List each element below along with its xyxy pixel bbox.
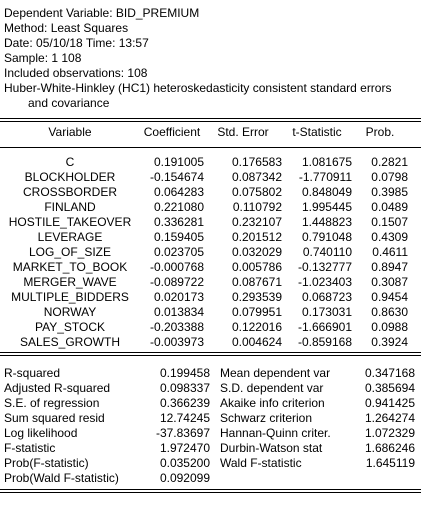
std-error-value: 0.087342 xyxy=(231,170,282,184)
statistic-value: -37.83697 xyxy=(155,426,210,440)
coefficient-value: -0.003973 xyxy=(149,335,204,349)
statistic-label: Log likelihood xyxy=(4,426,78,440)
t-statistic-value: -1.770911 xyxy=(298,170,352,184)
covariance-note-line-1: Huber-White-Hinkley (HC1) heteroskedasticity consistent standard errors xyxy=(4,81,392,95)
date-time-line: Date: 05/10/18 Time: 13:57 xyxy=(4,36,149,50)
prob-value: 0.8947 xyxy=(371,260,408,274)
table-row xyxy=(0,396,415,411)
statistic-label: S.E. of regression xyxy=(4,396,100,410)
t-statistic-value: -0.859168 xyxy=(297,335,352,349)
table-row xyxy=(0,411,415,426)
covariance-note-line-2: and covariance xyxy=(28,96,110,110)
coefficient-value: -0.154674 xyxy=(149,170,204,184)
std-error-value: 0.110792 xyxy=(232,200,282,214)
table-row xyxy=(0,245,408,260)
table-row xyxy=(0,260,408,275)
coefficient-value: 0.191005 xyxy=(153,155,204,169)
prob-value: 0.1507 xyxy=(371,215,408,229)
statistic-value: 0.098337 xyxy=(159,381,210,395)
t-statistic-value: 0.740110 xyxy=(302,245,352,259)
statistic-value: 1.686246 xyxy=(364,441,415,455)
dependent-variable-line: Dependent Variable: BID_PREMIUM xyxy=(4,6,200,20)
table-row xyxy=(0,441,415,456)
statistic-value: 0.199458 xyxy=(159,366,210,380)
column-header-prob: Prob. xyxy=(365,124,395,139)
prob-value: 0.0988 xyxy=(371,320,408,334)
prob-value: 0.3985 xyxy=(371,185,408,199)
statistic-label: Adjusted R-squared xyxy=(4,381,111,395)
variable-name: C xyxy=(65,155,75,169)
summary-statistics-table xyxy=(0,366,415,486)
table-row xyxy=(0,320,408,335)
prob-value: 0.4309 xyxy=(371,230,408,244)
column-header-variable: Variable xyxy=(48,124,92,139)
coefficient-value: 0.064283 xyxy=(153,185,204,199)
table-row xyxy=(0,381,415,396)
variable-name: SALES_GROWTH xyxy=(19,335,121,349)
coefficient-value: 0.336281 xyxy=(153,215,204,229)
prob-value: 0.3924 xyxy=(371,335,408,349)
std-error-value: 0.075802 xyxy=(231,185,282,199)
statistic-label: Mean dependent var xyxy=(220,366,331,380)
coefficient-divider xyxy=(0,352,421,356)
method-line: Method: Least Squares xyxy=(4,21,129,35)
table-row xyxy=(0,456,415,471)
table-row xyxy=(0,471,415,486)
table-row xyxy=(0,275,408,290)
statistic-value: 1.072329 xyxy=(364,426,415,440)
std-error-value: 0.176583 xyxy=(231,155,282,169)
prob-value: 0.2821 xyxy=(371,155,408,169)
statistic-value: 0.941425 xyxy=(364,396,415,410)
t-statistic-value: 0.068723 xyxy=(301,290,352,304)
statistic-value: 0.366239 xyxy=(159,396,210,410)
statistic-value: 1.972470 xyxy=(159,441,210,455)
statistic-value: 1.645119 xyxy=(365,456,415,470)
prob-value: 0.0489 xyxy=(371,200,408,214)
std-error-value: 0.293539 xyxy=(231,290,282,304)
coefficient-value: 0.159405 xyxy=(153,230,204,244)
statistic-label: Hannan-Quinn criter. xyxy=(220,426,331,440)
column-header-divider xyxy=(0,147,421,148)
coefficient-value: -0.089722 xyxy=(149,275,204,289)
std-error-value: 0.004624 xyxy=(231,335,282,349)
coefficient-value: 0.221080 xyxy=(153,200,204,214)
variable-name: LEVERAGE xyxy=(37,230,103,244)
t-statistic-value: -1.666901 xyxy=(297,320,352,334)
statistic-label: F-statistic xyxy=(4,441,56,455)
statistic-value: 0.035200 xyxy=(159,456,210,470)
column-header-coefficient: Coefficient xyxy=(143,124,201,139)
prob-value: 0.8630 xyxy=(371,305,408,319)
prob-value: 0.3087 xyxy=(371,275,408,289)
table-row xyxy=(0,170,408,185)
statistic-label: S.D. dependent var xyxy=(220,381,324,395)
table-row xyxy=(0,305,408,320)
coefficient-table-header xyxy=(0,122,408,142)
variable-name: FINLAND xyxy=(44,200,96,214)
table-row xyxy=(0,230,408,245)
coefficient-value: -0.203388 xyxy=(149,320,204,334)
coefficient-rows xyxy=(0,155,408,350)
variable-name: PAY_STOCK xyxy=(34,320,106,334)
table-row xyxy=(0,155,408,170)
table-row xyxy=(0,290,408,305)
statistic-label: Prob(F-statistic) xyxy=(4,456,89,470)
t-statistic-value: 1.448823 xyxy=(301,215,352,229)
table-row xyxy=(0,215,408,230)
t-statistic-value: 0.791048 xyxy=(301,230,352,244)
prob-value: 0.9454 xyxy=(371,290,408,304)
t-statistic-value: 1.995445 xyxy=(301,200,352,214)
coefficient-value: 0.013834 xyxy=(153,305,204,319)
statistic-label: Schwarz criterion xyxy=(220,411,313,425)
statistic-value: 1.264274 xyxy=(364,411,415,425)
std-error-value: 0.201512 xyxy=(231,230,282,244)
statistic-label: Akaike info criterion xyxy=(220,396,325,410)
coefficient-table xyxy=(0,122,408,142)
table-row xyxy=(0,185,408,200)
t-statistic-value: 0.173031 xyxy=(301,305,352,319)
std-error-value: 0.079951 xyxy=(231,305,282,319)
variable-name: LOG_OF_SIZE xyxy=(28,245,112,259)
sample-line: Sample: 1 108 xyxy=(4,51,82,65)
variable-name: MARKET_TO_BOOK xyxy=(12,260,128,274)
variable-name: MERGER_WAVE xyxy=(23,275,117,289)
estimation-header xyxy=(4,6,432,111)
std-error-value: 0.122016 xyxy=(231,320,282,334)
std-error-value: 0.232107 xyxy=(231,215,282,229)
variable-name: NORWAY xyxy=(43,305,97,319)
prob-value: 0.0798 xyxy=(371,170,408,184)
std-error-value: 0.005786 xyxy=(231,260,282,274)
variable-name: CROSSBORDER xyxy=(22,185,117,199)
column-header-t-statistic: t-Statistic xyxy=(292,124,342,139)
std-error-value: 0.032029 xyxy=(231,245,282,259)
variable-name: MULTIPLE_BIDDERS xyxy=(11,290,129,304)
prob-value: 0.4611 xyxy=(372,245,408,259)
table-row xyxy=(0,200,408,215)
statistic-value: 0.092099 xyxy=(159,471,210,485)
statistic-label: Durbin-Watson stat xyxy=(220,441,323,455)
table-row xyxy=(0,335,408,350)
table-row xyxy=(0,426,415,441)
coefficient-value: 0.023705 xyxy=(153,245,204,259)
footer-divider xyxy=(0,489,421,493)
statistic-label: R-squared xyxy=(4,366,61,380)
t-statistic-value: 1.081675 xyxy=(301,155,352,169)
t-statistic-value: -0.132777 xyxy=(297,260,352,274)
t-statistic-value: 0.848049 xyxy=(301,185,352,199)
std-error-value: 0.087671 xyxy=(231,275,282,289)
observations-line: Included observations: 108 xyxy=(4,66,148,80)
variable-name: BLOCKHOLDER xyxy=(24,170,116,184)
t-statistic-value: -1.023403 xyxy=(297,275,352,289)
statistic-label xyxy=(210,471,360,486)
table-row xyxy=(0,366,415,381)
statistic-value: 12.74245 xyxy=(159,411,210,425)
variable-name: HOSTILE_TAKEOVER xyxy=(8,215,132,229)
statistic-label: Sum squared resid xyxy=(4,411,105,425)
statistic-value: 0.385694 xyxy=(364,381,415,395)
coefficient-value: 0.020173 xyxy=(153,290,204,304)
statistic-value xyxy=(360,471,415,486)
statistic-label: Prob(Wald F-statistic) xyxy=(4,471,119,485)
statistic-value: 0.347168 xyxy=(364,366,415,380)
coefficient-value: -0.000768 xyxy=(149,260,204,274)
statistic-label: Wald F-statistic xyxy=(220,456,302,470)
column-header-std-error: Std. Error xyxy=(217,124,269,139)
